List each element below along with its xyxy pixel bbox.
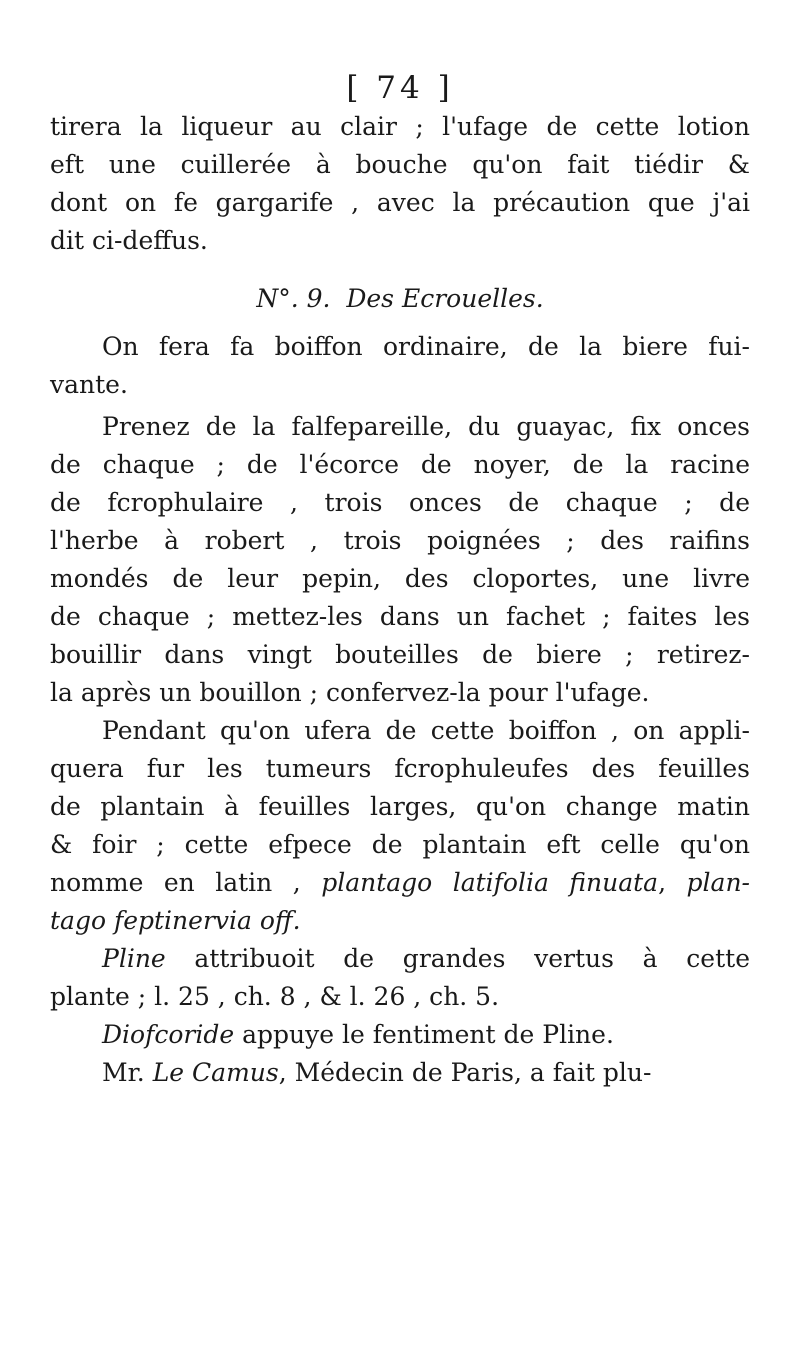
text-line [50, 1016, 750, 1054]
section-title: Des Ecrouelles. [346, 284, 544, 313]
text-line: de plantain à feuilles larges, qu'on change matin [50, 792, 750, 821]
text-line: bouillir dans vingt bouteilles de biere ; retirez- [50, 640, 750, 669]
text-fragment: Mr. [102, 1058, 153, 1087]
section-heading [50, 280, 750, 318]
text-fragment: nomme en latin , [50, 868, 322, 897]
text-line: dont on fe gargarife , avec la précaution que j'ai [50, 188, 750, 217]
text-line: Pendant qu'on ufera de cette boiffon , on appli- [102, 716, 750, 745]
text-line: & foir ; cette efpece de plantain eft celle qu'on [50, 830, 750, 859]
latin-name: plan- [686, 868, 750, 897]
section-number: N°. 9. [256, 284, 331, 313]
text-line: vante. [50, 370, 128, 399]
body-text [50, 108, 750, 1092]
text-line [50, 864, 750, 902]
author-name: Le Camus [152, 1058, 279, 1087]
text-line: plante ; l. 25 , ch. 8 , & l. 26 , ch. 5. [50, 982, 500, 1011]
text-line [50, 940, 750, 978]
text-fragment: attribuoit de grandes vertus à cette [165, 944, 750, 973]
text-line: eft une cuillerée à bouche qu'on fait tiédir & [50, 150, 750, 179]
text-line: Prenez de la falfepareille, du guayac, fix onces [102, 412, 750, 441]
text-line: la après un bouillon ; confervez-la pour l'ufage. [50, 678, 650, 707]
author-name: Diofcoride [102, 1020, 235, 1049]
text-line: On fera fa boiffon ordinaire, de la biere fui- [102, 332, 750, 361]
text-line: mondés de leur pepin, des cloportes, une livre [50, 564, 750, 593]
author-name: Pline [102, 944, 166, 973]
text-line: l'herbe à robert , trois poignées ; des raifins [50, 526, 750, 555]
latin-name: plantago latifolia finuata [321, 868, 659, 897]
text-line: de fcrophulaire , trois onces de chaque ; de [50, 488, 750, 517]
text-line: dit ci-deffus. [50, 226, 208, 255]
text-fragment: , Médecin de Paris, a fait plu- [278, 1058, 652, 1087]
page-number: [ 74 ] [346, 70, 454, 106]
text-line: de chaque ; mettez-les dans un fachet ; faites les [50, 602, 750, 631]
text-fragment: , [658, 868, 687, 897]
text-fragment: appuye le fentiment de Pline. [234, 1020, 614, 1049]
text-line [50, 902, 750, 940]
latin-name: tago feptinervia off. [50, 906, 301, 935]
text-line [50, 1054, 750, 1092]
text-line: tirera la liqueur au clair ; l'ufage de cette lotion [50, 112, 750, 141]
text-line: de chaque ; de l'écorce de noyer, de la racine [50, 450, 750, 479]
text-line: quera fur les tumeurs fcrophuleufes des feuilles [50, 754, 750, 783]
